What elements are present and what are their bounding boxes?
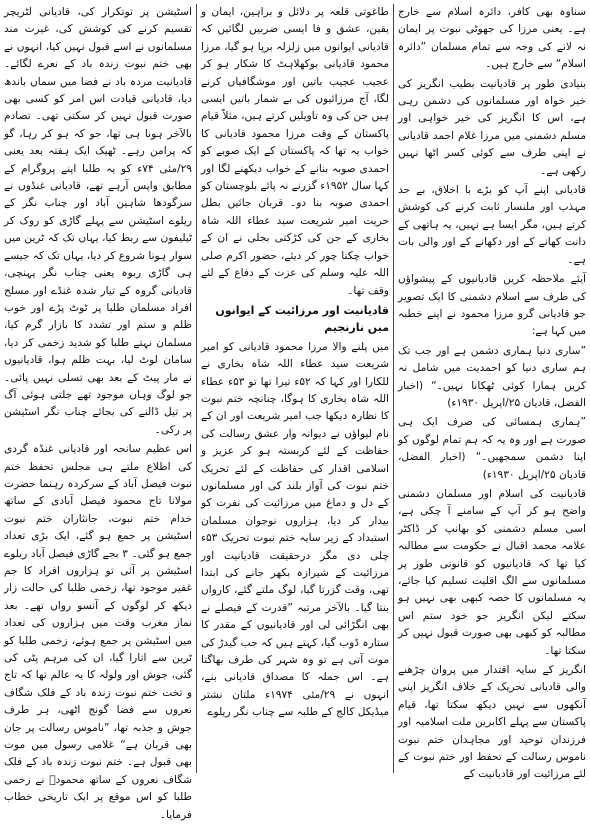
paragraph: اس عظیم سانحہ اور قادیانی غنڈہ گردی کی اطلاع ملتے ہی مجلس تحفظ ختم نبوت فیصل آباد کے سرکردہ رہنما حضرت مولانا تاج محمود فیصل آبادی کے ساتھ خدام ختم نبوت، جانثاران ختم نبوت اسٹیشن پر جمع ہو گئے، ایک بڑی تعداد جمع ہو گئی۔ ۳ بجے گاڑی فیصل آباد ریلوے اسٹیشن پر آئی تو ہزاروں افراد کا جم غفیر موجود تھا، زخمی طلبا کی حالت زار دیکھ کر لوگوں کے آنسو رواں تھے۔ بعد نماز مغرب وقت میں ہزاروں کی تعداد میں اسٹیشن پر جمع ہوئے، زخمی طلبا کو ٹرین سے اتارا گیا، ان کی مرہم پٹی کی گئی، جوش اور ولولہ کا یہ عالم تھا کہ تاج و تخت ختم نبوت زندہ باد کے فلک شگاف نعروں سے فضا گونج اٹھی، ہر طرف جوش و جذبہ تھا، ”ناموس رسالت پر جان بھی قربان ہے“ غلامی رسول میں موت بھی قبول ہے۔ ختم نبوت زندہ باد کے فلک شگاف نعروں کے ساتھ محمودؒ نے زخمی طلبا کو اس موقع پر ایک تاریخی خطاب فرمایا۔ <box>4 443 193 821</box>
quote: ”ساری دنیا ہماری دشمن ہے اور جب تک ہم ساری دنیا کو احمدیت میں شامل نہ کریں ہمارا کوئی ٹھکانا نہیں۔“ (اخبار الفضل، قادیان ۲۵/اپریل ۱۹۳۰ء) <box>398 344 586 409</box>
paragraph: قادیانی اپنے آپ کو بڑے با اخلاق، بے حد مہذب اور ملنسار ثابت کرنے کی کوشش کرتے ہیں، مگر ایسا ہے نہیں، یہ ہاتھی کے دانت کھانے کے اور دکھانے کے اور والی بات ہے۔ <box>398 184 586 266</box>
paragraph: اسٹیشن پر توتکرار کی، قادیانی لٹریچر تقسیم کرنے کی کوشش کی، غیرت مند مسلمانوں نے اسے قبول نہیں کیا، انہوں نے بھی ختم نبوت زندہ باد کے نعرے لگائے۔ قادیانیت مردہ باد نے فضا میں سماں باندھ دیا، قادیانی قیادت اس امر کو کسی بھی صورت قبول نہیں کر سکتی تھی۔ تصادم بالآخر ہونا ہی تھا، جو کہ ہو کر رہا، گو کہ پرامن رہے۔ ٹھیک ایک ہفتہ بعد یعنی ۲۹/مئی ۷۴ء کو یہ طلبا اپنے پروگرام کے مطابق واپس آرہے تھے، قادیانی غنڈوں نے سرگودھا شاہین آباد اور چناب نگر کے ریلوے اسٹیشن سے پہلے گاڑی کو روک کر ٹیلیفون سے ربط کیا، یہاں تک کہ ٹرین میں سوار ہونا شروع کر دیا، یہاں تک کہ جیسے ہی گاڑی ربوہ یعنی چناب نگر پہنچی، قادیانی گروہ کے تیار شدہ غنڈے اور مسلح افراد مسلمان طلبا پر ٹوٹ پڑے اور خوب ظلم و ستم اور تشدد کا بازار گرم کیا، مسلمان نہتے طلبا کو شدید زخمی کر دیا، سامان لوٹ لیا، بہت ظلم ہوا، قادیانیوں نے مار پیٹ کے بعد بھی تسلی نہیں پائی۔ جو لوگ وہاں موجود تھے جلتی ہوئی آگ پر تیل ڈالنے کی بجائے چناب نگر اسٹیشن پر رکی۔ <box>4 6 192 436</box>
column-left <box>4 4 192 826</box>
paragraph: انگریز کے سایہ اقتدار میں پروان چڑھنے والی قادیانی تحریک کے خلاف انگریز اپنی آنکھوں سے نہیں دیکھ سکتا تھا، قیام پاکستان سے پہلے اکابرین ملت اسلامیہ اور فرزندان توحید اور مجاہدان ختم نبوت ناموس رسالت کے تحفظ اور ختم نبوت کے لئے مرزائیت اور قادیانیت کے <box>398 664 586 781</box>
paragraph: قادیانیت کی اسلام اور مسلمان دشمنی واضح ہو کر آپ کے سامنے آ چکی ہے، اسی مسلم دشمنی کو بھانپ کر ڈاکٹر علامہ محمد اقبال نے حکومت سے مطالبہ کیا تھا کہ قادیانیوں کو قانونی طور پر مسلمانوں سے الگ اقلیت تسلیم کیا جائے، یہ مسلمانوں کا حصہ کبھی بھی نہیں ہو سکتے لیکن انگریز جو خود ستم اس مطالبہ کو کبھی بھی صورت قبول نہیں کر سکتا تھا۔ <box>398 487 586 657</box>
section-heading: قادیانیت اور مرزائیت کے ایوانوں میں نارنجیم <box>215 303 389 335</box>
paragraph: آیئے ملاحظہ کریں قادیانیوں کے پیشواؤں کی طرف سے اسلام دشمنی کا ایک تصویر جو قادیانی گرو مرزا محمود نے اپنے خطبہ میں کہا ہے: <box>398 273 586 338</box>
quote: ”ہماری ہمسائی کی صرف ایک ہی صورت ہے اور وہ یہ کہ ہم تمام لوگوں کو اپنا دشمن سمجھیں۔“ (اخبار الفضل، قادیان ۲۵/اپریل ۱۹۳۰ء) <box>398 416 586 481</box>
column-divider <box>393 4 394 773</box>
paragraph: میں پلنے والا مرزا محمود قادیانی کو امیر شریعت سید عطاء اللہ شاہ بخاری نے للکارا اور کہا کہ ۵۲ء تیرا تھا تو ۵۳ء عطاء اللہ شاہ بخاری کا ہوگا، چنانچہ ختم نبوت کا نظارہ دیکھا جب امیر شریعت اور ان کے نام لیواؤں نے دیوانہ وار عشق رسالت کی حفاظت کے لئے کربستہ ہو کر عزیز و اسلامی اقدار کی حفاظت کے لئے تحریک ختم نبوت کی آواز بلند کی اور مسلمانوں کے دل و دماغ میں مرزائیت کی نفرت کو بیدار کر دیا، ہزاروں نوجوان مسلمان استبداد کے زیر سایہ ختم نبوت تحریک ۵۳ء چلی دی مگر درحقیقت قادیانیت اور مرزائیت کے شیرازہ بکھر جانے کی ابتدا تھی، وقت گزرتا گیا، لوگ ملتے گئے، کارواں بنتا گیا۔ بالآخر مرتبہ ”قدرت کے فیصلے نے بھی انگڑائی لی اور قادیانیوں کے مقدر کا ستارہ ڈوب گیا، کہتے ہیں کہ جب گیدڑ کی موت آتی ہے تو وہ شہر کی طرف بھاگتا ہے۔ اس جملہ کا مصداق قادیانی بنے، انہوں نے ۲۹/مئی ۱۹۷۴ء ملتان نشتر میڈیکل کالج کے طلبہ سے چناب نگر ریلوے <box>201 340 389 719</box>
paragraph: بنیادی طور پر قادیانیت بطیب انگریز کی خیر خواہ اور مسلمانوں کی دشمن رہی ہے، اس کا انگریز کی خیر خواہی اور مسلم دشمنی میں مرزا غلام احمد قادیانی نے اپنی طرف سے کوئی کسر اٹھا نہیں رکھی ہے۔ <box>398 77 586 177</box>
paragraph: سناوہ بھی کافر، دائرہ اسلام سے خارج ہے۔ یعنی مرزا کی جھوٹی نبوت پر ایمان نہ لانے کی وجہ سے تمام مسلمان ”دائرہ اسلام“ سے خارج ہیں۔ <box>398 6 586 71</box>
column-middle <box>201 4 389 826</box>
column-divider <box>196 4 197 773</box>
column-right <box>398 4 586 826</box>
paragraph: طاغوتی قلعہ پر دلائل و براہین، ایمان و یقین، عشق و فا ایسی ضربیں لگائیں کہ قادیانی ایوانوں میں زلزلہ برپا ہو گیا، مرزا محمود قادیانی بوکھلاہٹ کا شکار ہو کر عجیب عجیب باتیں اور موشگافیاں کرنے لگا، آج مرزائیوں کی بے شمار باتیں ایسی ہیں جن کی وہ تاویلیں کرتے ہیں، مثلاً قیام پاکستان کے وقت مرزا محمود قادیانی کا خواب یہ تھا کہ پاکستان کے ایک صوبے کو احمدی صوبہ بنانے کے خواب دیکھنے لگا اور کہا سال ۱۹۵۲ء گزرنے نہ پائے بلوچستان کو احمدی صوبہ بنا دو۔ قربان جائیں بطل حریت امیر شریعت سید عطاء اللہ شاہ بخاری کے جن کی کڑکتی بجلی نے ان کے خواب چکنا چور کر دیئے، حضور اکرم صلی اللہ علیہ وسلم کی عزت کے دفاع کے لئے وقف تھا۔ <box>201 6 389 297</box>
